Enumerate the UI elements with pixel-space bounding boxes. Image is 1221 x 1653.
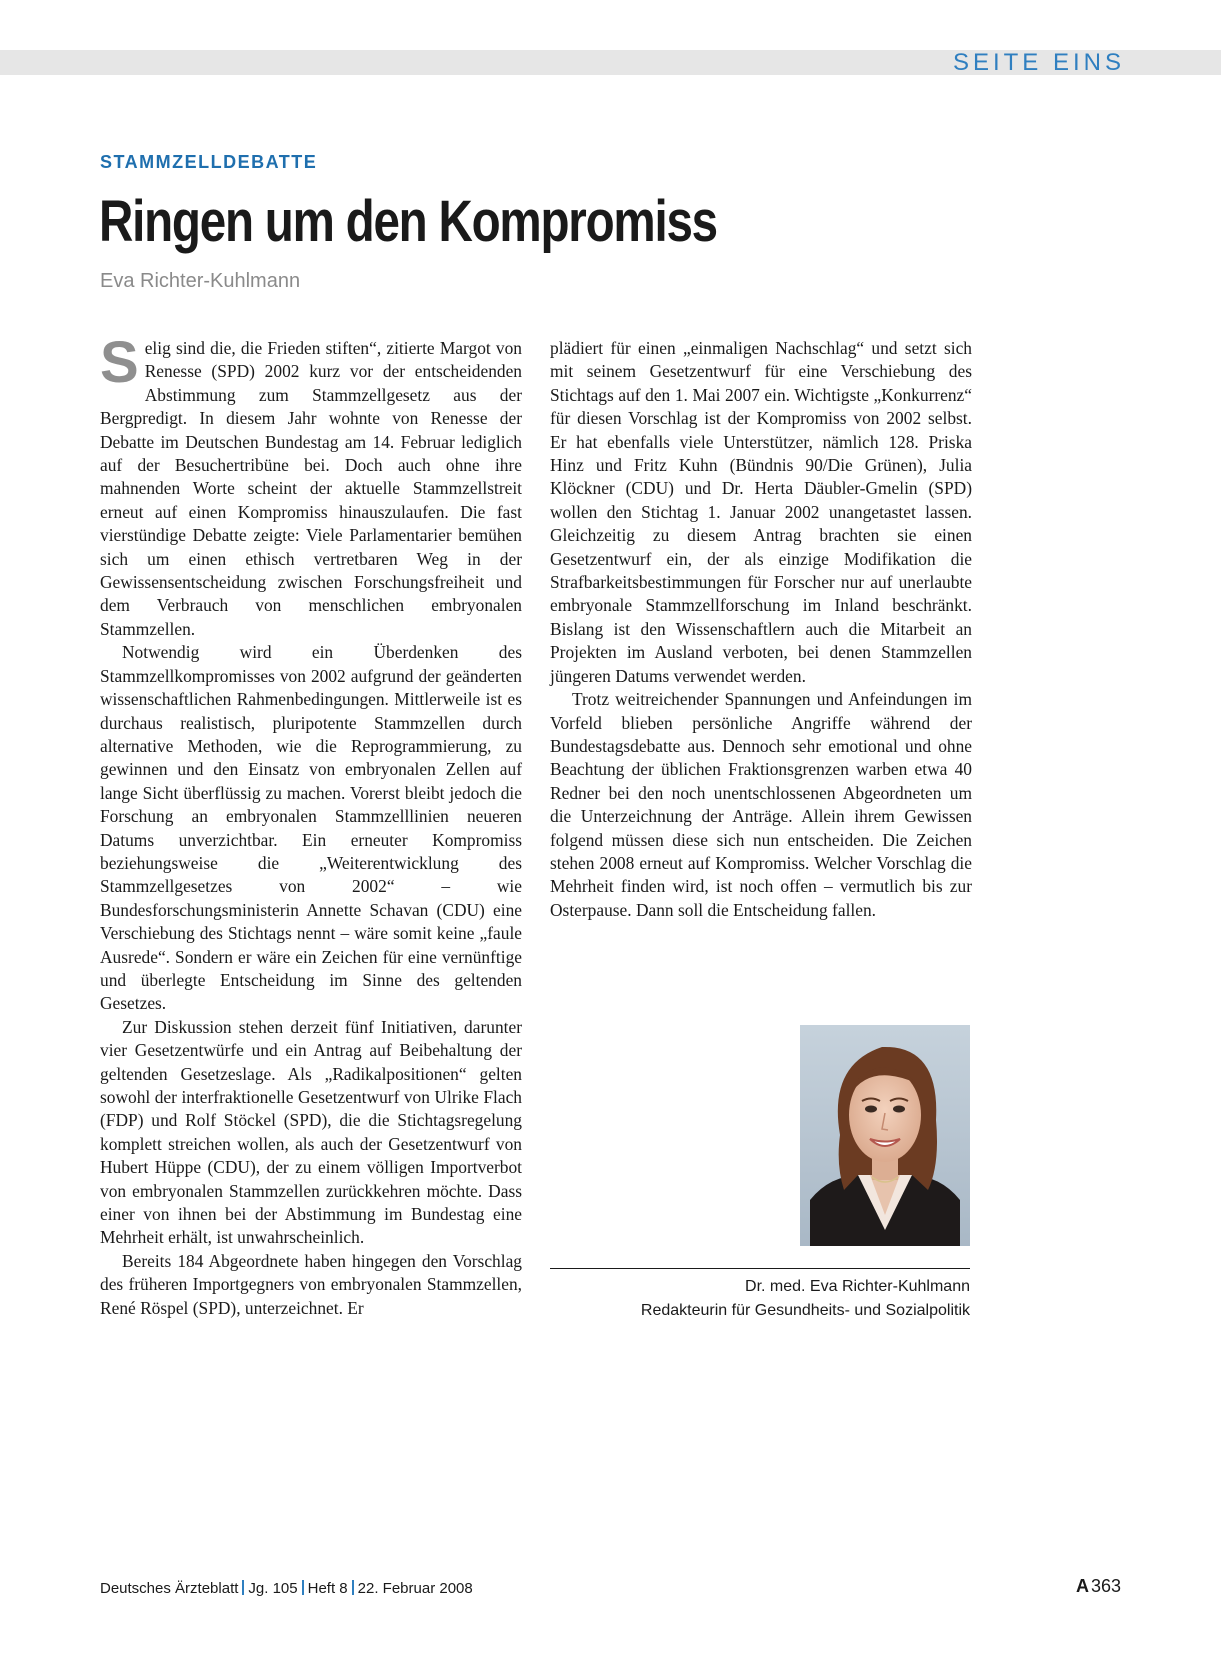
footer-issue: Heft 8 — [307, 1580, 348, 1597]
page-number — [1076, 1576, 1121, 1597]
author-photo — [800, 1025, 970, 1246]
section-label: SEITE EINS — [952, 49, 1125, 76]
page-prefix: A — [1075, 1576, 1089, 1596]
caption-divider — [550, 1268, 970, 1269]
paragraph: Bereits 184 Abgeordnete haben hingegen den Vorschlag des früheren Importgegners von embryonalen Stammzellen, René Röspel (SPD), unterzeichnet. Er — [100, 1250, 522, 1318]
caption-role: Redakteurin für Gesundheits- und Sozialpolitik — [640, 1302, 970, 1319]
paragraph: Notwendig wird ein Überdenken des Stammzellkompromisses von 2002 aufgrund der geänderten wissenschaftlichen Rahmenbedingungen. Mittlerweile ist es durchaus realistisch, pluripotente Stammzellen durch alternative Methoden, wie die Reprogrammierung, zu gewinnen und den Einsatz von embryonalen Zellen auf lange Sicht überflüssig zu machen. Vorerst bleibt jedoch die Forschung an embryonalen Stammzelllinien neueren Datums unverzichtbar. Ein erneuter Kompromiss beziehungsweise die „Weiterentwicklung des Stammzellgesetzes von 2002“ – wie Bundesforschungsministerin Annette Schavan (CDU) eine Verschiebung des Stichtags nennt – wäre somit keine „faule Ausrede“. Sondern er wäre ein Zeichen für eine vernünftige und überlegte Entscheidung im Sinne des geltenden Gesetzes. — [100, 642, 522, 1014]
caption-name: Dr. med. Eva Richter-Kuhlmann — [745, 1278, 970, 1295]
footer-separator — [242, 1580, 244, 1595]
paragraph: Zur Diskussion stehen derzeit fünf Initiativen, darunter vier Gesetzentwürfe und ein Antrag auf Beibehaltung der geltenden Gesetzeslage. Als „Radikalpositionen“ gelten sowohl der interfraktionelle Gesetzentwurf von Ulrike Flach (FDP) und Rolf Stöckel (SPD), die die Stichtagsregelung komplett streichen wollen, als auch der Gesetzentwurf von Hubert Hüppe (CDU), der zu einem völligen Importverbot von embryonalen Stammzellen zurückkehren möchte. Dass einer von ihnen bei der Abstimmung im Bundestag eine Mehrheit erhält, ist unwahrscheinlich. — [100, 1016, 522, 1248]
footer-separator — [302, 1580, 304, 1595]
paragraph — [100, 330, 522, 641]
page-number-value: 363 — [1090, 1576, 1121, 1596]
footer-separator — [352, 1580, 354, 1595]
drop-cap: S — [100, 330, 139, 395]
portrait-illustration — [800, 1025, 970, 1246]
footer-journal: Deutsches Ärzteblatt — [100, 1580, 239, 1597]
article-author: Eva Richter-Kuhlmann — [100, 270, 301, 292]
photo-caption — [641, 1275, 970, 1323]
paragraph-text: elig sind die, die Frieden stiften“, zitierte Margot von Renesse (SPD) 2002 kurz vor der entscheidenden Abstimmung zum Stammzellgesetz aus der Bergpredigt. In diesem Jahr wohnte von Renesse der Debatte im Deutschen Bundestag am 14. Februar lediglich auf der Besuchertribüne bei. Doch auch ohne ihre mahnenden Worte scheint der aktuelle Stammzellstreit erneut auf einen Kompromiss hinauszulaufen. Die fast vierstündige Debatte zeigte: Viele Parlamentarier bemühen sich um einen ethisch vertretbaren Weg in der Gewissensentscheidung zwischen Forschungsfreiheit und dem Verbrauch von menschlichen embryonalen Stammzellen. — [100, 338, 522, 639]
footer-citation — [100, 1580, 473, 1597]
article-column-left — [100, 330, 522, 1320]
footer-volume: Jg. 105 — [248, 1580, 298, 1597]
article-kicker: STAMMZELLDEBATTE — [100, 152, 318, 172]
paragraph: plädiert für einen „einmaligen Nachschlag“ und setzt sich mit seinem Gesetzentwurf für eine Verschiebung des Stichtags auf den 1. Mai 2007 ein. Wichtigste „Konkurrenz“ für diesen Vorschlag ist der Kompromiss von 2002 selbst. Er hat ebenfalls viele Unterstützer, nämlich 128. Priska Hinz und Fritz Kuhn (Bündnis 90/Die Grünen), Julia Klöckner (CDU) und Dr. Herta Däubler-Gmelin (SPD) wollen den Stichtag 1. Januar 2002 unangetastet lassen. Gleichzeitig zu diesem Antrag brachten sie einen Gesetzentwurf ein, der als einzige Modifikation die Strafbarkeitsbestimmungen für Forscher nur auf unerlaubte embryonale Stammzellforschung im Inland beschränkt. Bislang ist den Wissenschaftlern auch die Mitarbeit an Projekten im Ausland verboten, bei denen Stammzellen jüngeren Datums verwendet werden. — [550, 338, 972, 686]
paragraph: Trotz weitreichender Spannungen und Anfeindungen im Vorfeld blieben persönliche Angriffe während der Bundestagsdebatte aus. Dennoch sehr emotional und ohne Beachtung der üblichen Fraktionsgrenzen warben etwa 40 Redner bei den noch unentschlossenen Abgeordneten um die Unterzeichnung der Anträge. Allein ihrem Gewissen folgend müssen diese sich nun entscheiden. Die Zeichen stehen 2008 erneut auf Kompromiss. Welcher Vorschlag die Mehrheit finden wird, ist noch offen – vermutlich bis zur Osterpause. Dann soll die Entscheidung fallen. — [550, 689, 972, 920]
article-column-right — [550, 337, 972, 922]
article-title: Ringen um den Kompromiss — [99, 189, 717, 254]
footer-date: 22. Februar 2008 — [357, 1580, 473, 1597]
